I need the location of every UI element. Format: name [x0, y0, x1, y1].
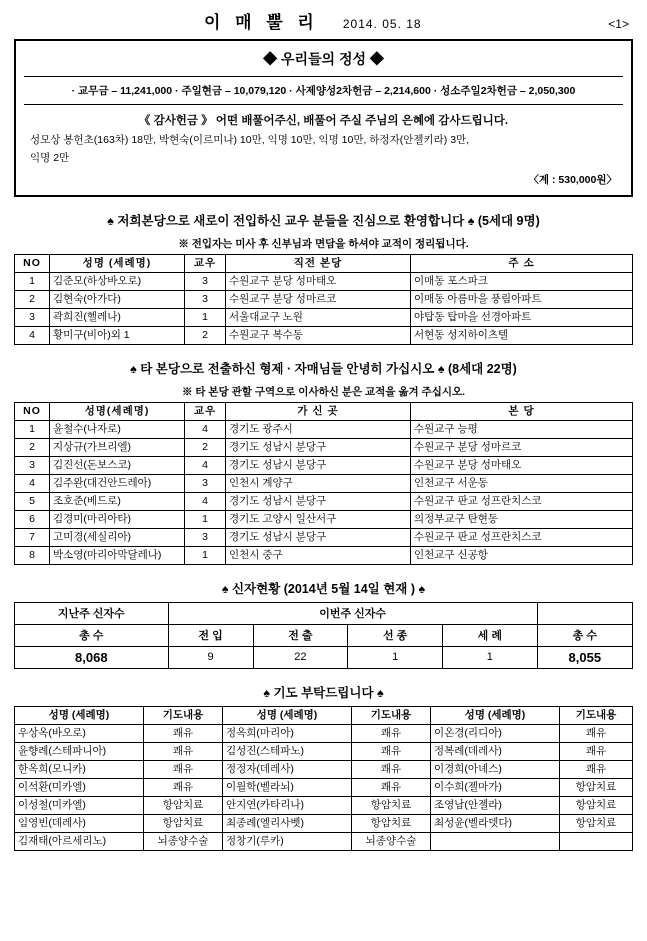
cell-request: 쾌유 [352, 760, 431, 778]
thanks-offering-line-2: 익명 2만 [30, 151, 70, 164]
cell-no: 4 [15, 474, 50, 492]
cell-request: 쾌유 [144, 742, 223, 760]
col-no: NO [15, 254, 50, 272]
cell-address: 서현동 성지하이츠텔 [411, 326, 633, 344]
cell-name: 윤철수(나자로) [50, 420, 185, 438]
cell-name: 이온경(리디아) [431, 724, 560, 742]
transfer-in-section [14, 197, 633, 345]
cell-members: 1 [185, 510, 226, 528]
cell-parish: 수원교구 분당 성마르코 [411, 438, 633, 456]
cell-name: 이월학(벨라뇌) [223, 778, 352, 796]
cell-name: 최종례(엘리사벳) [223, 814, 352, 832]
divider [24, 104, 623, 105]
cell-parish: 수원교구 능평 [411, 420, 633, 438]
col-name-3: 성명 (세례명) [431, 706, 560, 724]
cell-members: 4 [185, 420, 226, 438]
cell-no: 4 [15, 326, 50, 344]
cell-no: 2 [15, 438, 50, 456]
value-death: 1 [348, 646, 443, 668]
cell-no: 3 [15, 308, 50, 326]
cell-no: 1 [15, 420, 50, 438]
cell-members: 2 [185, 438, 226, 456]
cell-name [431, 832, 560, 850]
cell-parish: 인천교구 서운동 [411, 474, 633, 492]
cell-no: 7 [15, 528, 50, 546]
cell-request: 쾌유 [352, 742, 431, 760]
value-in: 9 [168, 646, 253, 668]
cell-destination: 경기도 성남시 분당구 [226, 492, 411, 510]
table-header-row [15, 706, 633, 724]
table-row [15, 456, 633, 474]
cell-request: 항암치료 [144, 814, 223, 832]
page-number: <1> [608, 17, 629, 31]
header-last-week: 지난주 신자수 [15, 602, 169, 624]
cell-no: 2 [15, 290, 50, 308]
cell-name: 김진선(돈보스코) [50, 456, 185, 474]
table-header-row [15, 602, 633, 624]
prayer-section [14, 669, 633, 851]
transfer-out-table [14, 402, 633, 565]
table-row [15, 492, 633, 510]
cell-parish: 수원교구 판교 성프란치스코 [411, 492, 633, 510]
table-row [15, 420, 633, 438]
cell-previous-parish: 수원교구 복수동 [226, 326, 411, 344]
cell-no: 1 [15, 272, 50, 290]
table-row [15, 778, 633, 796]
cell-parish: 인천교구 신공항 [411, 546, 633, 564]
col-members: 교우 [185, 254, 226, 272]
transfer-in-title: ♠ 저희본당으로 새로이 전입하신 교우 분들을 진심으로 환영합니다 ♠ (5세대 9명) [107, 213, 540, 228]
bulletin-title: 이 매 뿔 리 [204, 13, 319, 32]
page-header [0, 0, 647, 37]
table-row [15, 724, 633, 742]
col-name-2: 성명 (세례명) [223, 706, 352, 724]
cell-members: 3 [185, 290, 226, 308]
cell-name: 최성윤(벨라뎃다) [431, 814, 560, 832]
cell-no: 8 [15, 546, 50, 564]
cell-destination: 경기도 성남시 분당구 [226, 456, 411, 474]
col-parish: 본 당 [411, 402, 633, 420]
cell-name: 조영남(안젤라) [431, 796, 560, 814]
cell-name: 안지연(카타리나) [223, 796, 352, 814]
thanks-offering-line-1: 성모상 봉헌초(163차) 18만, 박현숙(이르미나) 10만, 익명 10만, 익명 10만, 하정자(안젤키라) 3만, [30, 134, 470, 146]
cell-members: 1 [185, 308, 226, 326]
cell-members: 3 [185, 528, 226, 546]
cell-name: 한옥희(모니카) [15, 760, 144, 778]
cell-name: 정창기(루카) [223, 832, 352, 850]
cell-destination: 인천시 계양구 [226, 474, 411, 492]
transfer-out-section [14, 345, 633, 565]
col-no: NO [15, 402, 50, 420]
cell-request: 항암치료 [560, 814, 633, 832]
cell-destination: 경기도 성남시 분당구 [226, 528, 411, 546]
cell-request: 뇌종양수술 [352, 832, 431, 850]
cell-name: 김경미(마리아타) [50, 510, 185, 528]
cell-destination: 경기도 성남시 분당구 [226, 438, 411, 456]
cell-name: 지상규(가브리엘) [50, 438, 185, 456]
table-row [15, 760, 633, 778]
cell-no: 6 [15, 510, 50, 528]
table-row [15, 646, 633, 668]
cell-parish: 수원교구 판교 성프란치스코 [411, 528, 633, 546]
cell-name: 이성철(미카엘) [15, 796, 144, 814]
cell-name: 임영빈(데레사) [15, 814, 144, 832]
cell-name: 우상옥(바오로) [15, 724, 144, 742]
table-header-row [15, 402, 633, 420]
cell-address: 야탑동 탑마을 선경아파트 [411, 308, 633, 326]
offering-box [14, 39, 633, 197]
cell-request: 쾌유 [144, 760, 223, 778]
cell-no: 3 [15, 456, 50, 474]
col-total: 총 수 [537, 624, 632, 646]
offering-title: ◆ 우리들의 정성 ◆ [263, 51, 384, 67]
cell-address: 이매동 아름마을 풍림아파트 [411, 290, 633, 308]
transfer-in-table [14, 254, 633, 345]
cell-request: 쾌유 [352, 724, 431, 742]
cell-previous-parish: 수원교구 분당 성마태오 [226, 272, 411, 290]
col-name: 성명 (세례명) [50, 254, 185, 272]
offering-amounts: · 교무금 – 11,241,000 · 주일현금 – 10,079,120 · 사제양성2차헌금 – 2,214,600 · 성소주일2차헌금 – 2,050,300 [71, 85, 576, 97]
cell-request: 항암치료 [352, 796, 431, 814]
cell-name: 김준모(하상바오로) [50, 272, 185, 290]
bulletin-date: 2014. 05. 18 [342, 17, 422, 31]
divider [24, 76, 623, 77]
cell-request: 쾌유 [560, 724, 633, 742]
cell-name: 정정자(데레사) [223, 760, 352, 778]
cell-parish: 의정부교구 탄현동 [411, 510, 633, 528]
cell-name: 조호준(베드로) [50, 492, 185, 510]
cell-members: 3 [185, 474, 226, 492]
cell-name: 김재태(아르세리노) [15, 832, 144, 850]
transfer-in-note: ※ 전입자는 미사 후 신부님과 면담을 하셔야 교적이 정리됩니다. [178, 237, 469, 250]
cell-no: 5 [15, 492, 50, 510]
cell-request: 항암치료 [560, 796, 633, 814]
header-this-week: 이번주 신자수 [168, 602, 537, 624]
table-row [15, 438, 633, 456]
cell-request: 뇌종양수술 [144, 832, 223, 850]
prayer-title: ♠ 기도 부탁드립니다 ♠ [263, 685, 384, 700]
value-baptism: 1 [442, 646, 537, 668]
table-row [15, 832, 633, 850]
cell-name: 김성진(스테파노) [223, 742, 352, 760]
col-members: 교우 [185, 402, 226, 420]
cell-previous-parish: 수원교구 분당 성마르코 [226, 290, 411, 308]
table-row [15, 474, 633, 492]
transfer-out-note: ※ 타 본당 관할 구역으로 이사하신 분은 교적을 옮겨 주십시오. [181, 385, 466, 398]
cell-parish: 수원교구 분당 성마태오 [411, 456, 633, 474]
cell-members: 3 [185, 272, 226, 290]
cell-name: 곽희진(헬레나) [50, 308, 185, 326]
cell-request: 쾌유 [352, 778, 431, 796]
cell-name: 김현숙(아가다) [50, 290, 185, 308]
table-row [15, 290, 633, 308]
table-row [15, 510, 633, 528]
believer-status-section [14, 565, 633, 669]
col-name: 성명(세례명) [50, 402, 185, 420]
cell-members: 1 [185, 546, 226, 564]
col-in: 전 입 [168, 624, 253, 646]
cell-destination: 인천시 중구 [226, 546, 411, 564]
col-death: 선 종 [348, 624, 443, 646]
cell-request: 쾌유 [560, 742, 633, 760]
cell-name: 김주완(대건안드레아) [50, 474, 185, 492]
col-previous-parish: 직전 본당 [226, 254, 411, 272]
value-total: 8,055 [537, 646, 632, 668]
table-row [15, 528, 633, 546]
transfer-out-title: ♠ 타 본당으로 전출하신 형제 · 자매님들 안녕히 가십시오 ♠ (8세대 22명) [130, 361, 517, 376]
table-row [15, 272, 633, 290]
col-prev-total: 총 수 [15, 624, 169, 646]
table-row [15, 796, 633, 814]
cell-name: 황미구(비아)외 1 [50, 326, 185, 344]
cell-name: 이석환(미카엘) [15, 778, 144, 796]
cell-request: 쾌유 [144, 724, 223, 742]
cell-name: 고미경(세실리아) [50, 528, 185, 546]
cell-request: 쾌유 [144, 778, 223, 796]
table-row [15, 308, 633, 326]
cell-name: 윤향례(스테파니아) [15, 742, 144, 760]
table-header-row [15, 254, 633, 272]
prayer-table [14, 706, 633, 851]
cell-previous-parish: 서울대교구 노원 [226, 308, 411, 326]
table-row [15, 326, 633, 344]
col-out: 전 출 [253, 624, 348, 646]
table-row [15, 814, 633, 832]
cell-request [560, 832, 633, 850]
table-subheader-row [15, 624, 633, 646]
cell-name: 이수희(젤마가) [431, 778, 560, 796]
believer-status-title: ♠ 신자현황 (2014년 5월 14일 현재 ) ♠ [221, 581, 426, 596]
cell-address: 이매동 포스파크 [411, 272, 633, 290]
col-request-3: 기도내용 [560, 706, 633, 724]
cell-members: 2 [185, 326, 226, 344]
header-total-spacer [537, 602, 632, 624]
cell-request: 쾌유 [560, 760, 633, 778]
believer-status-table [14, 602, 633, 669]
col-request-2: 기도내용 [352, 706, 431, 724]
cell-members: 4 [185, 456, 226, 474]
cell-members: 4 [185, 492, 226, 510]
cell-name: 박소영(마리아막달레나) [50, 546, 185, 564]
cell-request: 항암치료 [352, 814, 431, 832]
col-baptism: 세 례 [442, 624, 537, 646]
value-out: 22 [253, 646, 348, 668]
cell-destination: 경기도 고양시 일산서구 [226, 510, 411, 528]
col-address: 주 소 [411, 254, 633, 272]
cell-request: 항암치료 [144, 796, 223, 814]
thanks-offering-title: 《 감사헌금 》 어떤 배풀어주신, 배풀어 주실 주님의 은혜에 감사드립니다. [138, 115, 509, 127]
cell-name: 정복례(데레사) [431, 742, 560, 760]
col-destination: 가 신 곳 [226, 402, 411, 420]
col-request-1: 기도내용 [144, 706, 223, 724]
table-row [15, 742, 633, 760]
cell-name: 정옥희(마리아) [223, 724, 352, 742]
cell-name: 이경희(아녜스) [431, 760, 560, 778]
value-prev-total: 8,068 [15, 646, 169, 668]
table-row [15, 546, 633, 564]
cell-request: 항암치료 [560, 778, 633, 796]
offering-total: 〈계 : 530,000원〉 [528, 173, 617, 186]
cell-destination: 경기도 광주시 [226, 420, 411, 438]
col-name-1: 성명 (세례명) [15, 706, 144, 724]
